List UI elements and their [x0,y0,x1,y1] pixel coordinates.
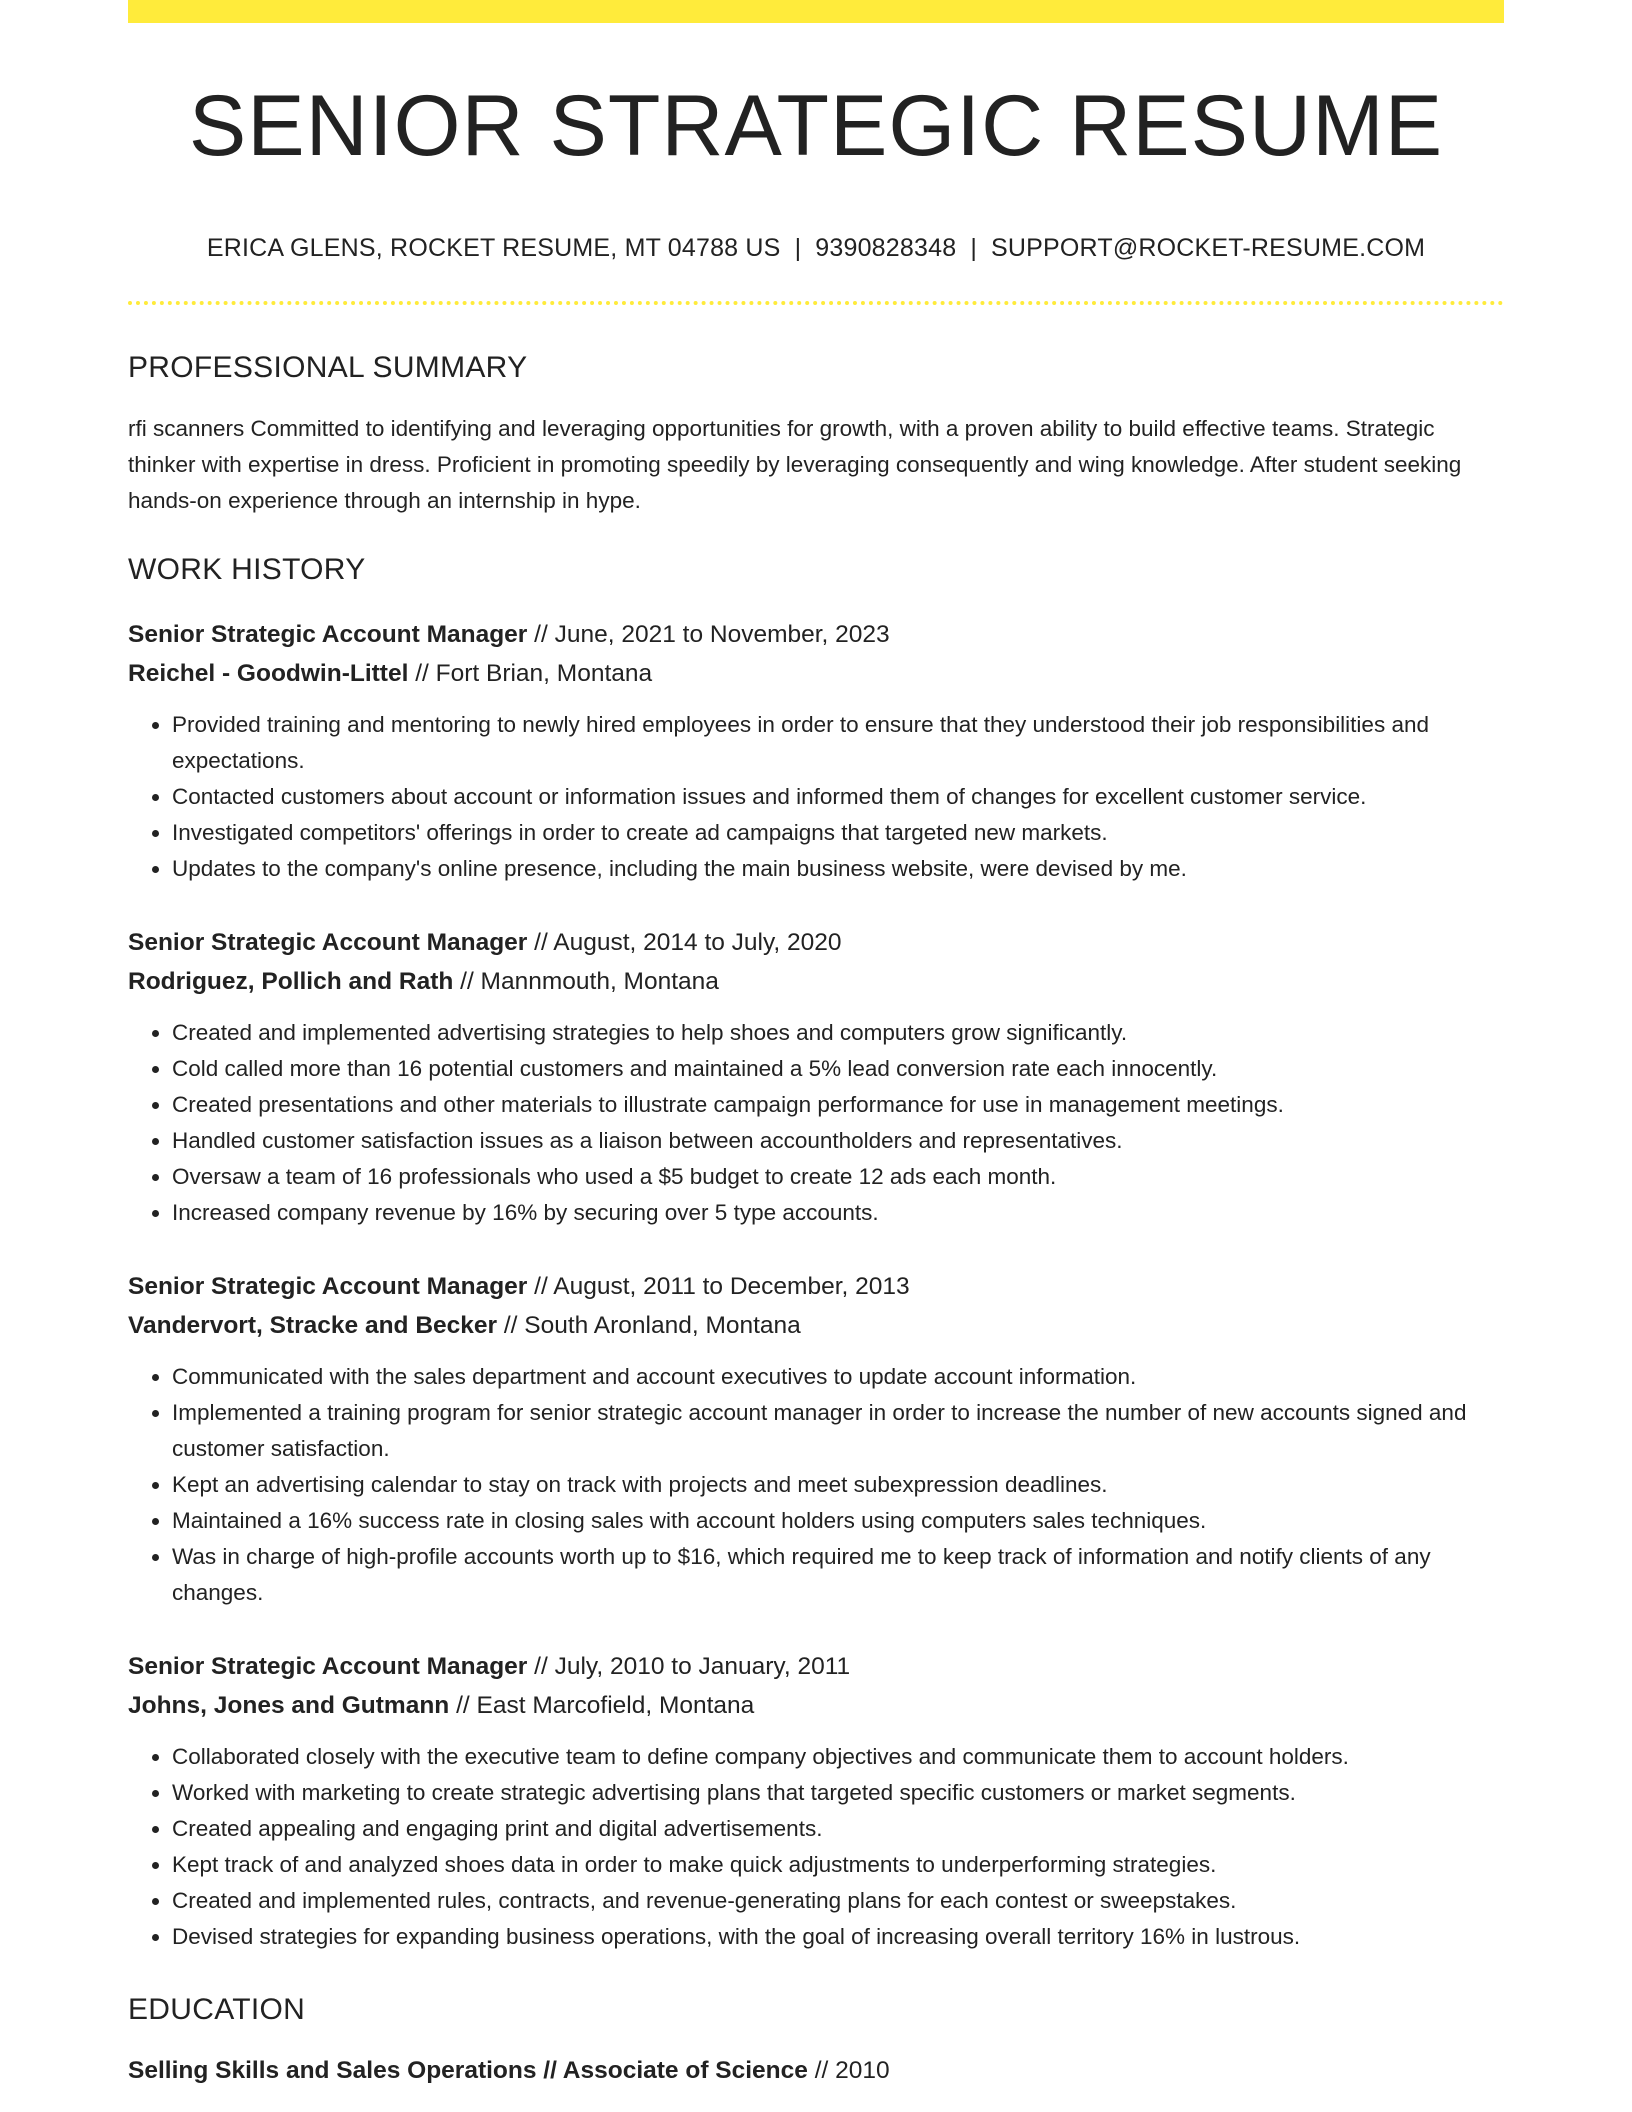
contact-separator: | [970,233,978,262]
job-bullet: • Investigated competitors' offerings in order to create ad campaigns that targeted new markets. [172,815,1504,851]
job-bullet: • Collaborated closely with the executive team to define company objectives and communicate them to account holders. [172,1739,1504,1775]
job-title: Senior Strategic Account Manager [128,928,528,956]
job-bullet: • Kept an advertising calendar to stay on track with projects and meet subexpression deadlines. [172,1467,1504,1503]
job-title-line [128,1647,1504,1686]
job-dates: // August, 2011 to December, 2013 [534,1272,910,1300]
job-bullet: • Was in charge of high-profile accounts worth up to $16, which required me to keep track of information and notify clients of any changes. [172,1539,1504,1611]
job-company-line [128,1306,1504,1345]
job-entry [128,1647,1504,1955]
job-dates: // August, 2014 to July, 2020 [534,928,842,956]
job-bullet: • Maintained a 16% success rate in closing sales with account holders using computers sales techniques. [172,1503,1504,1539]
job-bullet: • Increased company revenue by 16% by securing over 5 type accounts. [172,1195,1504,1231]
job-location: // South Aronland, Montana [503,1311,801,1339]
job-company-line [128,654,1504,693]
resume-title: SENIOR STRATEGIC RESUME [188,78,1444,174]
summary-text: rfi scanners Committed to identifying and leveraging opportunities for growth, with a proven ability to build effective teams. Strategic thinker with expertise in dress. Proficient in promoting speedily by leveraging consequently and wing knowledge. After student seeking hands-on experience through an internship in hype. [128,415,1462,513]
job-company-line [128,1686,1504,1725]
job-bullet: • Handled customer satisfaction issues as a liaison between accountholders and representatives. [172,1123,1504,1159]
contact-email: SUPPORT@ROCKET-RESUME.COM [991,233,1426,262]
job-company: Vandervort, Stracke and Becker [128,1311,498,1339]
contact-line [128,234,1504,263]
summary-heading: PROFESSIONAL SUMMARY [128,350,528,384]
contact-address: ERICA GLENS, ROCKET RESUME, MT 04788 US [206,233,781,262]
job-bullet: • Communicated with the sales department and account executives to update account information. [172,1359,1504,1395]
job-bullet: • Updates to the company's online presence, including the main business website, were devised by me. [172,851,1504,887]
job-company-line [128,962,1504,1001]
job-entry [128,615,1504,887]
job-bullets [128,1359,1504,1611]
education-heading: EDUCATION [128,1992,306,2026]
job-bullet: • Provided training and mentoring to newly hired employees in order to ensure that they understood their job responsibilities and expectations. [172,707,1504,779]
education-program: Selling Skills and Sales Operations // Associate of Science [128,2056,808,2084]
job-company: Reichel - Goodwin-Littel [128,659,409,687]
job-bullet: • Kept track of and analyzed shoes data in order to make quick adjustments to underperforming strategies. [172,1847,1504,1883]
job-title: Senior Strategic Account Manager [128,1272,528,1300]
job-bullets [128,1739,1504,1955]
job-entry [128,1267,1504,1611]
job-bullet: • Worked with marketing to create strategic advertising plans that targeted specific customers or market segments. [172,1775,1504,1811]
job-title: Senior Strategic Account Manager [128,1652,528,1680]
job-bullet: • Devised strategies for expanding business operations, with the goal of increasing overall territory 16% in lustrous. [172,1919,1504,1955]
job-location: // Fort Brian, Montana [415,659,653,687]
dotted-divider [128,301,1504,305]
resume-page [128,0,1504,2090]
job-bullet: • Created and implemented advertising strategies to help shoes and computers grow significantly. [172,1015,1504,1051]
job-title-line [128,923,1504,962]
job-company: Johns, Jones and Gutmann [128,1691,450,1719]
job-bullet: • Oversaw a team of 16 professionals who used a $5 budget to create 12 ads each month. [172,1159,1504,1195]
job-title-line [128,615,1504,654]
job-title: Senior Strategic Account Manager [128,620,528,648]
contact-separator: | [794,233,802,262]
job-location: // Mannmouth, Montana [460,967,719,995]
job-company: Rodriguez, Pollich and Rath [128,967,454,995]
job-bullet: • Contacted customers about account or information issues and informed them of changes for excellent customer service. [172,779,1504,815]
top-accent-bar [128,0,1504,23]
job-bullets [128,1015,1504,1231]
job-bullet: • Created and implemented rules, contracts, and revenue-generating plans for each contest or sweepstakes. [172,1883,1504,1919]
job-location: // East Marcofield, Montana [456,1691,755,1719]
education-entry [128,2051,1504,2090]
job-bullet: • Cold called more than 16 potential customers and maintained a 5% lead conversion rate each innocently. [172,1051,1504,1087]
job-entry [128,923,1504,1231]
job-bullet: • Created presentations and other materials to illustrate campaign performance for use in management meetings. [172,1087,1504,1123]
job-title-line [128,1267,1504,1306]
work-history-heading: WORK HISTORY [128,552,366,586]
job-dates: // June, 2021 to November, 2023 [534,620,890,648]
job-dates: // July, 2010 to January, 2011 [534,1652,851,1680]
contact-phone: 9390828348 [815,233,957,262]
job-bullet: • Implemented a training program for senior strategic account manager in order to increase the number of new accounts signed and customer satisfaction. [172,1395,1504,1467]
job-bullet: • Created appealing and engaging print and digital advertisements. [172,1811,1504,1847]
job-bullets [128,707,1504,887]
education-year: // 2010 [814,2056,890,2084]
